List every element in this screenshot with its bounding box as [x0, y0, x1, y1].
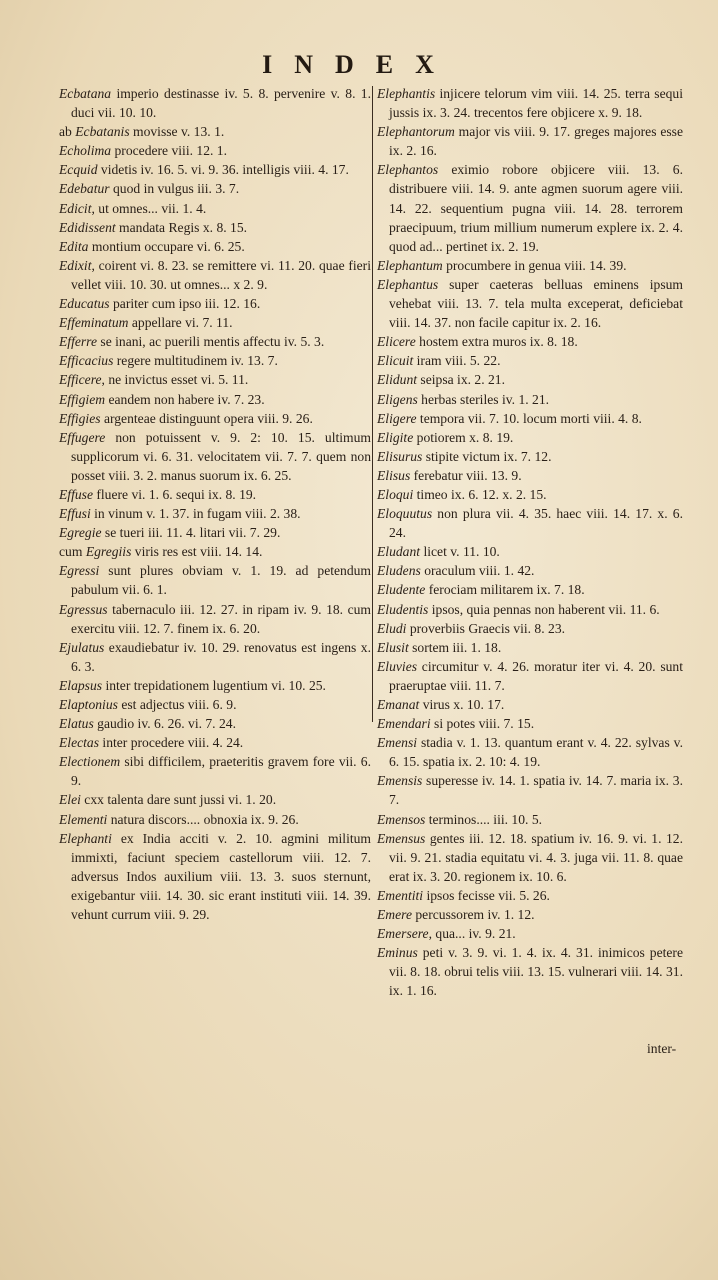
entry-references: si potes viii. 7. 15.	[430, 716, 535, 732]
index-entry	[377, 714, 683, 733]
entry-headword: Emersere	[377, 926, 429, 942]
index-entry	[377, 485, 683, 504]
index-entry	[377, 886, 683, 905]
index-entry	[377, 390, 683, 409]
index-entry	[377, 504, 683, 542]
entry-headword: Elicuit	[377, 353, 414, 369]
entry-headword: Elatus	[59, 716, 94, 732]
entry-references: ferebatur viii. 13. 9.	[410, 467, 522, 483]
entry-references: sunt plures obviam v. 1. 19. ad petendum pabulum vii. 6. 1.	[71, 563, 371, 598]
entry-references: se tueri iii. 11. 4. litari vii. 7. 29.	[101, 525, 281, 541]
entry-references: tabernaculo iii. 12. 27. in ripam iv. 9. 18. cum exercitu viii. 12. 7. finem ix. 6. 20.	[71, 601, 371, 636]
catchword: inter-	[647, 1041, 677, 1056]
entry-references: superesse iv. 14. 1. spatia iv. 14. 7. maria ix. 3. 7.	[389, 773, 683, 808]
entry-references: quod in vulgus iii. 3. 7.	[109, 181, 240, 197]
entry-references: ipsos, quia pennas non haberent vii. 11. 6.	[428, 601, 660, 617]
entry-references: viris res est viii. 14. 14.	[131, 544, 263, 560]
index-entry	[377, 561, 683, 580]
entry-references: non potuissent v. 9. 2: 10. 15. ultimum supplicorum vi. 6. 31. velocitatem vii. 7. 7. quem non posset viii. 3. 2. manus suorum ix. 6. 25.	[71, 429, 371, 483]
entry-headword: Ecquid	[59, 162, 98, 178]
entry-references: eandem non habere iv. 7. 23.	[105, 391, 265, 407]
index-entry	[377, 943, 683, 1000]
index-entry	[59, 542, 371, 561]
entry-headword: Elephantum	[377, 257, 443, 273]
index-entry	[377, 542, 683, 561]
entry-headword: Eloqui	[377, 486, 414, 502]
entry-headword: Edixit	[59, 257, 92, 273]
index-entry	[59, 332, 371, 351]
entry-headword: Emendari	[377, 716, 431, 732]
entry-references: fluere vi. 1. 6. sequi ix. 8. 19.	[92, 486, 257, 502]
entry-references: , coirent vi. 8. 23. se remittere vi. 11. 20. quae fieri vellet viii. 10. 30. ut omnes... x 2. 9.	[71, 257, 371, 292]
index-entry	[59, 695, 371, 714]
index-entry	[59, 351, 371, 370]
index-entry	[377, 580, 683, 599]
entry-references: stipite victum ix. 7. 12.	[422, 448, 552, 464]
index-entry	[59, 810, 371, 829]
entry-headword: Emere	[377, 907, 412, 923]
index-entry	[59, 256, 371, 294]
entry-headword: Ecbatanis	[75, 124, 130, 140]
index-entry	[377, 924, 683, 943]
entry-references: inter trepidationem lugentium vi. 10. 25.	[102, 677, 326, 693]
entry-prefix: cum	[59, 544, 86, 560]
entry-references: terminos.... iii. 10. 5.	[425, 811, 543, 827]
index-entry	[59, 638, 371, 676]
index-entry	[59, 141, 371, 160]
entry-references: seipsa ix. 2. 21.	[417, 372, 506, 388]
entry-headword: Eludens	[377, 563, 421, 579]
entry-headword: Elephantos	[377, 162, 439, 178]
index-entry	[59, 504, 371, 523]
entry-headword: Elusit	[377, 639, 409, 655]
index-entry	[377, 695, 683, 714]
entry-headword: Eludi	[377, 620, 407, 636]
entry-references: in vinum v. 1. 37. in fugam viii. 2. 38.	[90, 506, 301, 522]
entry-headword: Emensi	[377, 735, 418, 751]
index-entry	[59, 714, 371, 733]
index-entry	[377, 466, 683, 485]
entry-headword: Eludentis	[377, 601, 429, 617]
index-entry	[59, 313, 371, 332]
index-entry	[59, 122, 371, 141]
index-entry	[377, 428, 683, 447]
index-entry	[59, 790, 371, 809]
entry-references: procumbere in genua viii. 14. 39.	[442, 257, 627, 273]
index-entry	[377, 829, 683, 886]
index-entry	[377, 771, 683, 809]
entry-references: inter procedere viii. 4. 24.	[99, 735, 244, 751]
index-entry	[59, 409, 371, 428]
entry-headword: Edicit	[59, 200, 92, 216]
entry-prefix: ab	[59, 124, 76, 140]
entry-headword: Elaptonius	[59, 697, 118, 712]
entry-references: mandata Regis x. 8. 15.	[115, 219, 248, 235]
entry-references: , ne invictus esset vi. 5. 11.	[101, 372, 249, 388]
entry-references: sortem iii. 1. 18.	[408, 639, 502, 655]
entry-headword: Elisus	[377, 467, 411, 483]
index-entry	[59, 485, 371, 504]
entry-references: iram viii. 5. 22.	[413, 353, 501, 369]
entry-headword: Elei	[59, 792, 81, 808]
entry-references: exaudiebatur iv. 10. 29. renovatus est ingens x. 6. 3.	[71, 639, 371, 674]
entry-references: ex India acciti v. 2. 10. agmini militum immixti, faciunt speciem castellorum viii. 12. 7. adversus Indos auxilium viii. 13. 3. suos sternunt, exigebantur viii. 14. 30. sic erant instituti viii. 14. 39. vehunt currum viii. 9. 29.	[71, 830, 371, 923]
entry-headword: Edebatur	[59, 181, 110, 197]
entry-references: est adjectus viii. 6. 9.	[117, 697, 237, 712]
entry-headword: Edidissent	[59, 219, 116, 235]
entry-references: non plura vii. 4. 35. haec viii. 14. 17. x. 6. 24.	[389, 506, 683, 541]
entry-headword: Elephantus	[377, 276, 439, 292]
index-column-left	[59, 84, 371, 924]
entry-headword: Efficacius	[59, 353, 114, 369]
entry-references: potiorem x. 8. 19.	[413, 429, 514, 445]
entry-references: se inani, ac puerili mentis affectu iv. 5. 3.	[97, 334, 325, 350]
entry-headword: Effigies	[59, 410, 101, 426]
entry-headword: Elapsus	[59, 677, 103, 693]
entry-references: timeo ix. 6. 12. x. 2. 15.	[413, 486, 547, 502]
index-entry	[377, 256, 683, 275]
entry-headword: Elephantis	[377, 86, 436, 101]
index-entry	[59, 561, 371, 599]
entry-headword: Elicere	[377, 334, 416, 350]
entry-references: proverbiis Graecis vii. 8. 23.	[406, 620, 566, 636]
entry-headword: Eminus	[377, 945, 418, 961]
index-entry	[59, 390, 371, 409]
index-entry	[59, 218, 371, 237]
entry-references: super caeteras belluas eminens ipsum vehebat viii. 13. 7. tela multa exceperat, deficiebat viii. 14. 37. non facile capitur ix. 2. 16.	[389, 276, 683, 331]
index-entry	[377, 409, 683, 428]
index-entry	[377, 619, 683, 638]
entry-headword: Ecbatana	[59, 86, 112, 101]
entry-headword: Effeminatum	[59, 315, 129, 331]
entry-headword: Eligens	[377, 391, 418, 407]
entry-references: montium occupare vi. 6. 25.	[88, 238, 245, 254]
entry-headword: Efferre	[59, 334, 97, 350]
index-entry	[377, 733, 683, 771]
index-entry	[377, 810, 683, 829]
index-column-right	[377, 84, 683, 1001]
index-entry	[377, 122, 683, 160]
entry-headword: Eluvies	[377, 658, 418, 674]
entry-headword: Educatus	[59, 296, 110, 312]
entry-headword: Eludente	[377, 582, 426, 598]
index-entry	[59, 829, 371, 924]
entry-references: imperio destinasse iv. 5. 8. pervenire v. 8. 1. duci vii. 10. 10.	[71, 86, 371, 121]
entry-references: movisse v. 13. 1.	[129, 124, 225, 140]
index-entry	[59, 179, 371, 198]
entry-references: gaudio iv. 6. 26. vi. 7. 24.	[93, 716, 236, 732]
entry-headword: Electas	[59, 735, 100, 751]
index-entry	[59, 237, 371, 256]
entry-headword: Effusi	[59, 506, 91, 522]
entry-headword: Effugere	[59, 429, 106, 445]
entry-headword: Emensus	[377, 830, 426, 846]
entry-references: ferociam militarem ix. 7. 18.	[425, 582, 585, 598]
index-entry	[59, 752, 371, 790]
entry-headword: Ejulatus	[59, 639, 105, 655]
entry-references: tempora vii. 7. 10. locum morti viii. 4. 8.	[416, 410, 642, 426]
entry-references: circumitur v. 4. 26. moratur iter vi. 4. 20. sunt praeruptae viii. 11. 7.	[389, 658, 683, 693]
index-entry	[377, 160, 683, 255]
entry-references: natura discors.... obnoxia ix. 9. 26.	[107, 811, 299, 827]
index-entry	[377, 657, 683, 695]
entry-headword: Echolima	[59, 143, 112, 159]
entry-references: , ut omnes... vii. 1. 4.	[91, 200, 207, 216]
entry-headword: Elementi	[59, 811, 108, 827]
index-entry	[59, 199, 371, 218]
entry-references: argenteae distinguunt opera viii. 9. 26.	[100, 410, 313, 426]
entry-headword: Efficere	[59, 372, 102, 388]
entry-headword: Egregie	[59, 525, 102, 541]
page-title: INDEX	[262, 50, 456, 79]
index-entry	[59, 370, 371, 389]
entry-references: licet v. 11. 10.	[420, 544, 500, 560]
entry-references: ipsos fecisse vii. 5. 26.	[423, 887, 550, 903]
index-entry	[377, 638, 683, 657]
entry-headword: Egregiis	[85, 544, 132, 560]
entry-references: injicere telorum vim viii. 14. 25. terra sequi jussis ix. 3. 24. trecentos fere objicere x. 9. 18.	[389, 86, 683, 121]
entry-references: pariter cum ipso iii. 12. 16.	[109, 296, 261, 312]
index-entry	[59, 600, 371, 638]
index-entry	[59, 523, 371, 542]
entry-references: herbas steriles iv. 1. 21.	[417, 391, 550, 407]
entry-headword: Ementiti	[377, 887, 424, 903]
entry-headword: Electionem	[59, 754, 121, 770]
entry-references: virus x. 10. 17.	[419, 697, 505, 712]
column-divider	[372, 86, 373, 722]
index-entry	[377, 84, 683, 122]
entry-headword: Elephanti	[59, 830, 112, 846]
entry-headword: Eludant	[377, 544, 421, 560]
entry-references: peti v. 3. 9. vi. 1. 4. ix. 4. 31. inimicos petere vii. 8. 18. obrui telis viii. 13. 15. vulnerari viii. 14. 31. ix. 1. 16.	[389, 945, 683, 999]
entry-references: procedere viii. 12. 1.	[111, 143, 227, 159]
index-entry	[377, 905, 683, 924]
index-entry	[59, 428, 371, 485]
index-entry	[59, 160, 371, 179]
entry-headword: Edita	[59, 238, 89, 254]
entry-headword: Effigiem	[59, 391, 106, 407]
entry-headword: Eligere	[377, 410, 417, 426]
entry-headword: Effuse	[59, 486, 93, 502]
index-entry	[377, 351, 683, 370]
entry-references: eximio robore objicere viii. 13. 6. distribuere viii. 14. 9. ante agmen suorum agere viii. 14. 22. sequentium pugna viii. 14. 28. terrorem praecipuum, trium millium numerum explere ix. 2. 4. quod ad... pertinet ix. 2. 19.	[389, 162, 683, 254]
entry-references: hostem extra muros ix. 8. 18.	[415, 334, 578, 350]
entry-headword: Elisurus	[377, 448, 423, 464]
index-entry	[59, 676, 371, 695]
entry-headword: Elephantorum	[377, 124, 455, 140]
entry-headword: Emanat	[377, 697, 420, 712]
entry-headword: Emensos	[377, 811, 426, 827]
entry-headword: Emensis	[377, 773, 423, 789]
entry-references: appellare vi. 7. 11.	[128, 315, 233, 331]
index-entry	[377, 600, 683, 619]
index-entry	[59, 84, 371, 122]
entry-references: percussorem iv. 1. 12.	[411, 907, 535, 923]
entry-references: , qua... iv. 9. 21.	[428, 926, 516, 942]
entry-references: gentes iii. 12. 18. spatium iv. 16. 9. vi. 1. 12. vii. 9. 21. stadia equitatu vi. 4. 3. juga vii. 11. 8. quae erat ix. 3. 20. regionem ix. 10. 6.	[389, 830, 683, 884]
entry-references: stadia v. 1. 13. quantum erant v. 4. 22. sylvas v. 6. 15. spatia ix. 2. 10: 4. 19.	[389, 735, 683, 770]
index-entry	[377, 447, 683, 466]
entry-references: regere multitudinem iv. 13. 7.	[113, 353, 278, 369]
entry-headword: Egressi	[59, 563, 100, 579]
index-entry	[59, 733, 371, 752]
entry-references: sibi difficilem, praeteritis gravem fore vii. 6. 9.	[71, 754, 371, 789]
entry-references: oraculum viii. 1. 42.	[420, 563, 535, 579]
entry-references: cxx talenta dare sunt jussi vi. 1. 20.	[80, 792, 277, 808]
entry-references: videtis iv. 16. 5. vi. 9. 36. intelligis viii. 4. 17.	[97, 162, 349, 178]
entry-headword: Eloquutus	[377, 506, 433, 522]
index-entry	[377, 275, 683, 332]
index-entry	[59, 294, 371, 313]
entry-headword: Egressus	[59, 601, 108, 617]
entry-references: major vis viii. 9. 17. greges majores esse ix. 2. 16.	[389, 124, 683, 159]
index-entry	[377, 370, 683, 389]
entry-headword: Elidunt	[377, 372, 418, 388]
entry-headword: Eligite	[377, 429, 414, 445]
index-entry	[377, 332, 683, 351]
